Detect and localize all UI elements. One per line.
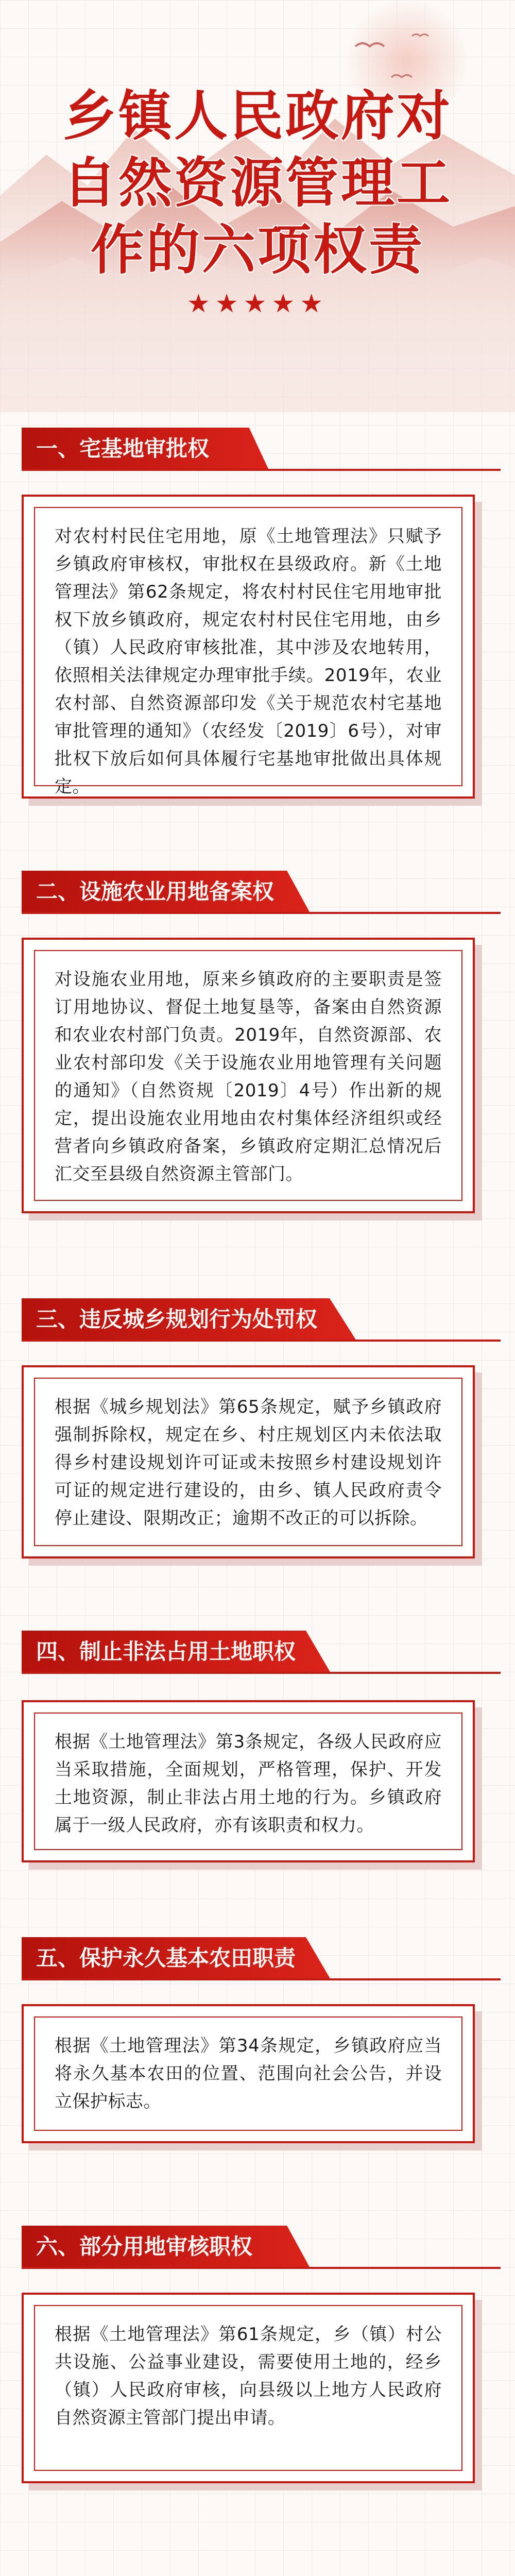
section-2-heading: 二、设施农业用地备案权: [36, 879, 274, 904]
section-4-card: [22, 1700, 475, 1862]
section-3-body: 根据《城乡规划法》第65条规定，赋予乡镇政府强制拆除权，规定在乡、村庄规划区内未依法取得乡村建设规划许可证或未按照乡村建设规划许可证的规定进行建设的，由乡、镇人民政府责令停止建设、限期改正；逾期不改正的可以拆除。: [55, 1397, 442, 1529]
section-6-underline: [22, 2267, 501, 2269]
section-3-underline: [22, 1340, 501, 1342]
section-1-header: [22, 428, 501, 470]
page-title-line-2: 自然资源管理工: [62, 151, 452, 214]
section-6-header: [22, 2226, 501, 2268]
section-2-card: [22, 938, 475, 1213]
section-4-underline: [22, 1672, 501, 1674]
hero-banner: [0, 0, 515, 412]
star-row-icon: ★★★★★: [186, 289, 329, 318]
section-3-card: [22, 1365, 475, 1558]
section-3-header: [22, 1298, 501, 1341]
section-6-body: 根据《土地管理法》第61条规定，乡（镇）村公共设施、公益事业建设，需要使用土地的，经乡（镇）人民政府审核，向县级以上地方人民政府自然资源主管部门提出申请。: [55, 2324, 442, 2428]
section-1-body: 对农村村民住宅用地，原《土地管理法》只赋予乡镇政府审核权，审批权在县级政府。新《土地管理法》第62条规定，将农村村民住宅用地审批权下放乡镇政府，规定农村村民住宅用地，由乡（镇）人民政府审核批准，其中涉及农地转用，依照相关法律规定办理审批手续。2019年，农业农村部、自然资源部印发《关于规范农村宅基地审批管理的通知》（农经发〔2019〕6号），对审批权下放后如何具体履行宅基地审批做出具体规定。: [55, 526, 442, 797]
section-3-heading: 三、违反城乡规划行为处罚权: [36, 1307, 318, 1332]
section-6-heading: 六、部分用地审核职权: [36, 2234, 253, 2259]
page-title-line-3: 作的六项权责: [90, 218, 424, 281]
section-5-card: [22, 2004, 475, 2143]
section-6-card: [22, 2293, 475, 2483]
section-5-underline: [22, 1978, 501, 1980]
section-4-heading: 四、制止非法占用土地职权: [36, 1639, 296, 1664]
section-4-header: [22, 1631, 501, 1673]
page-title-line-1: 乡镇人民政府对: [62, 84, 452, 147]
section-2-underline: [22, 912, 501, 914]
section-5-body: 根据《土地管理法》第34条规定，乡镇政府应当将永久基本农田的位置、范围向社会公告，并设立保护标志。: [55, 2036, 442, 2112]
section-1-underline: [22, 469, 501, 471]
section-1-card: [22, 495, 475, 799]
section-4-body: 根据《土地管理法》第3条规定，各级人民政府应当采取措施，全面规划，严格管理，保护、开发土地资源，制止非法占用土地的行为。乡镇政府属于一级人民政府，亦有该职责和权力。: [55, 1732, 442, 1836]
section-5-header: [22, 1937, 501, 1979]
section-2-header: [22, 871, 501, 913]
section-5-heading: 五、保护永久基本农田职责: [36, 1945, 296, 1971]
section-2-body: 对设施农业用地，原来乡镇政府的主要职责是签订用地协议、督促土地复垦等，备案由自然资源和农业农村部门负责。2019年，自然资源部、农业农村部印发《关于设施农业用地管理有关问题的通知》（自然资规〔2019〕4号）作出新的规定，提出设施农业用地由农村集体经济组织或经营者向乡镇政府备案，乡镇政府定期汇总情况后汇交至县级自然资源主管部门。: [55, 969, 442, 1184]
section-1-heading: 一、宅基地审批权: [36, 436, 210, 461]
